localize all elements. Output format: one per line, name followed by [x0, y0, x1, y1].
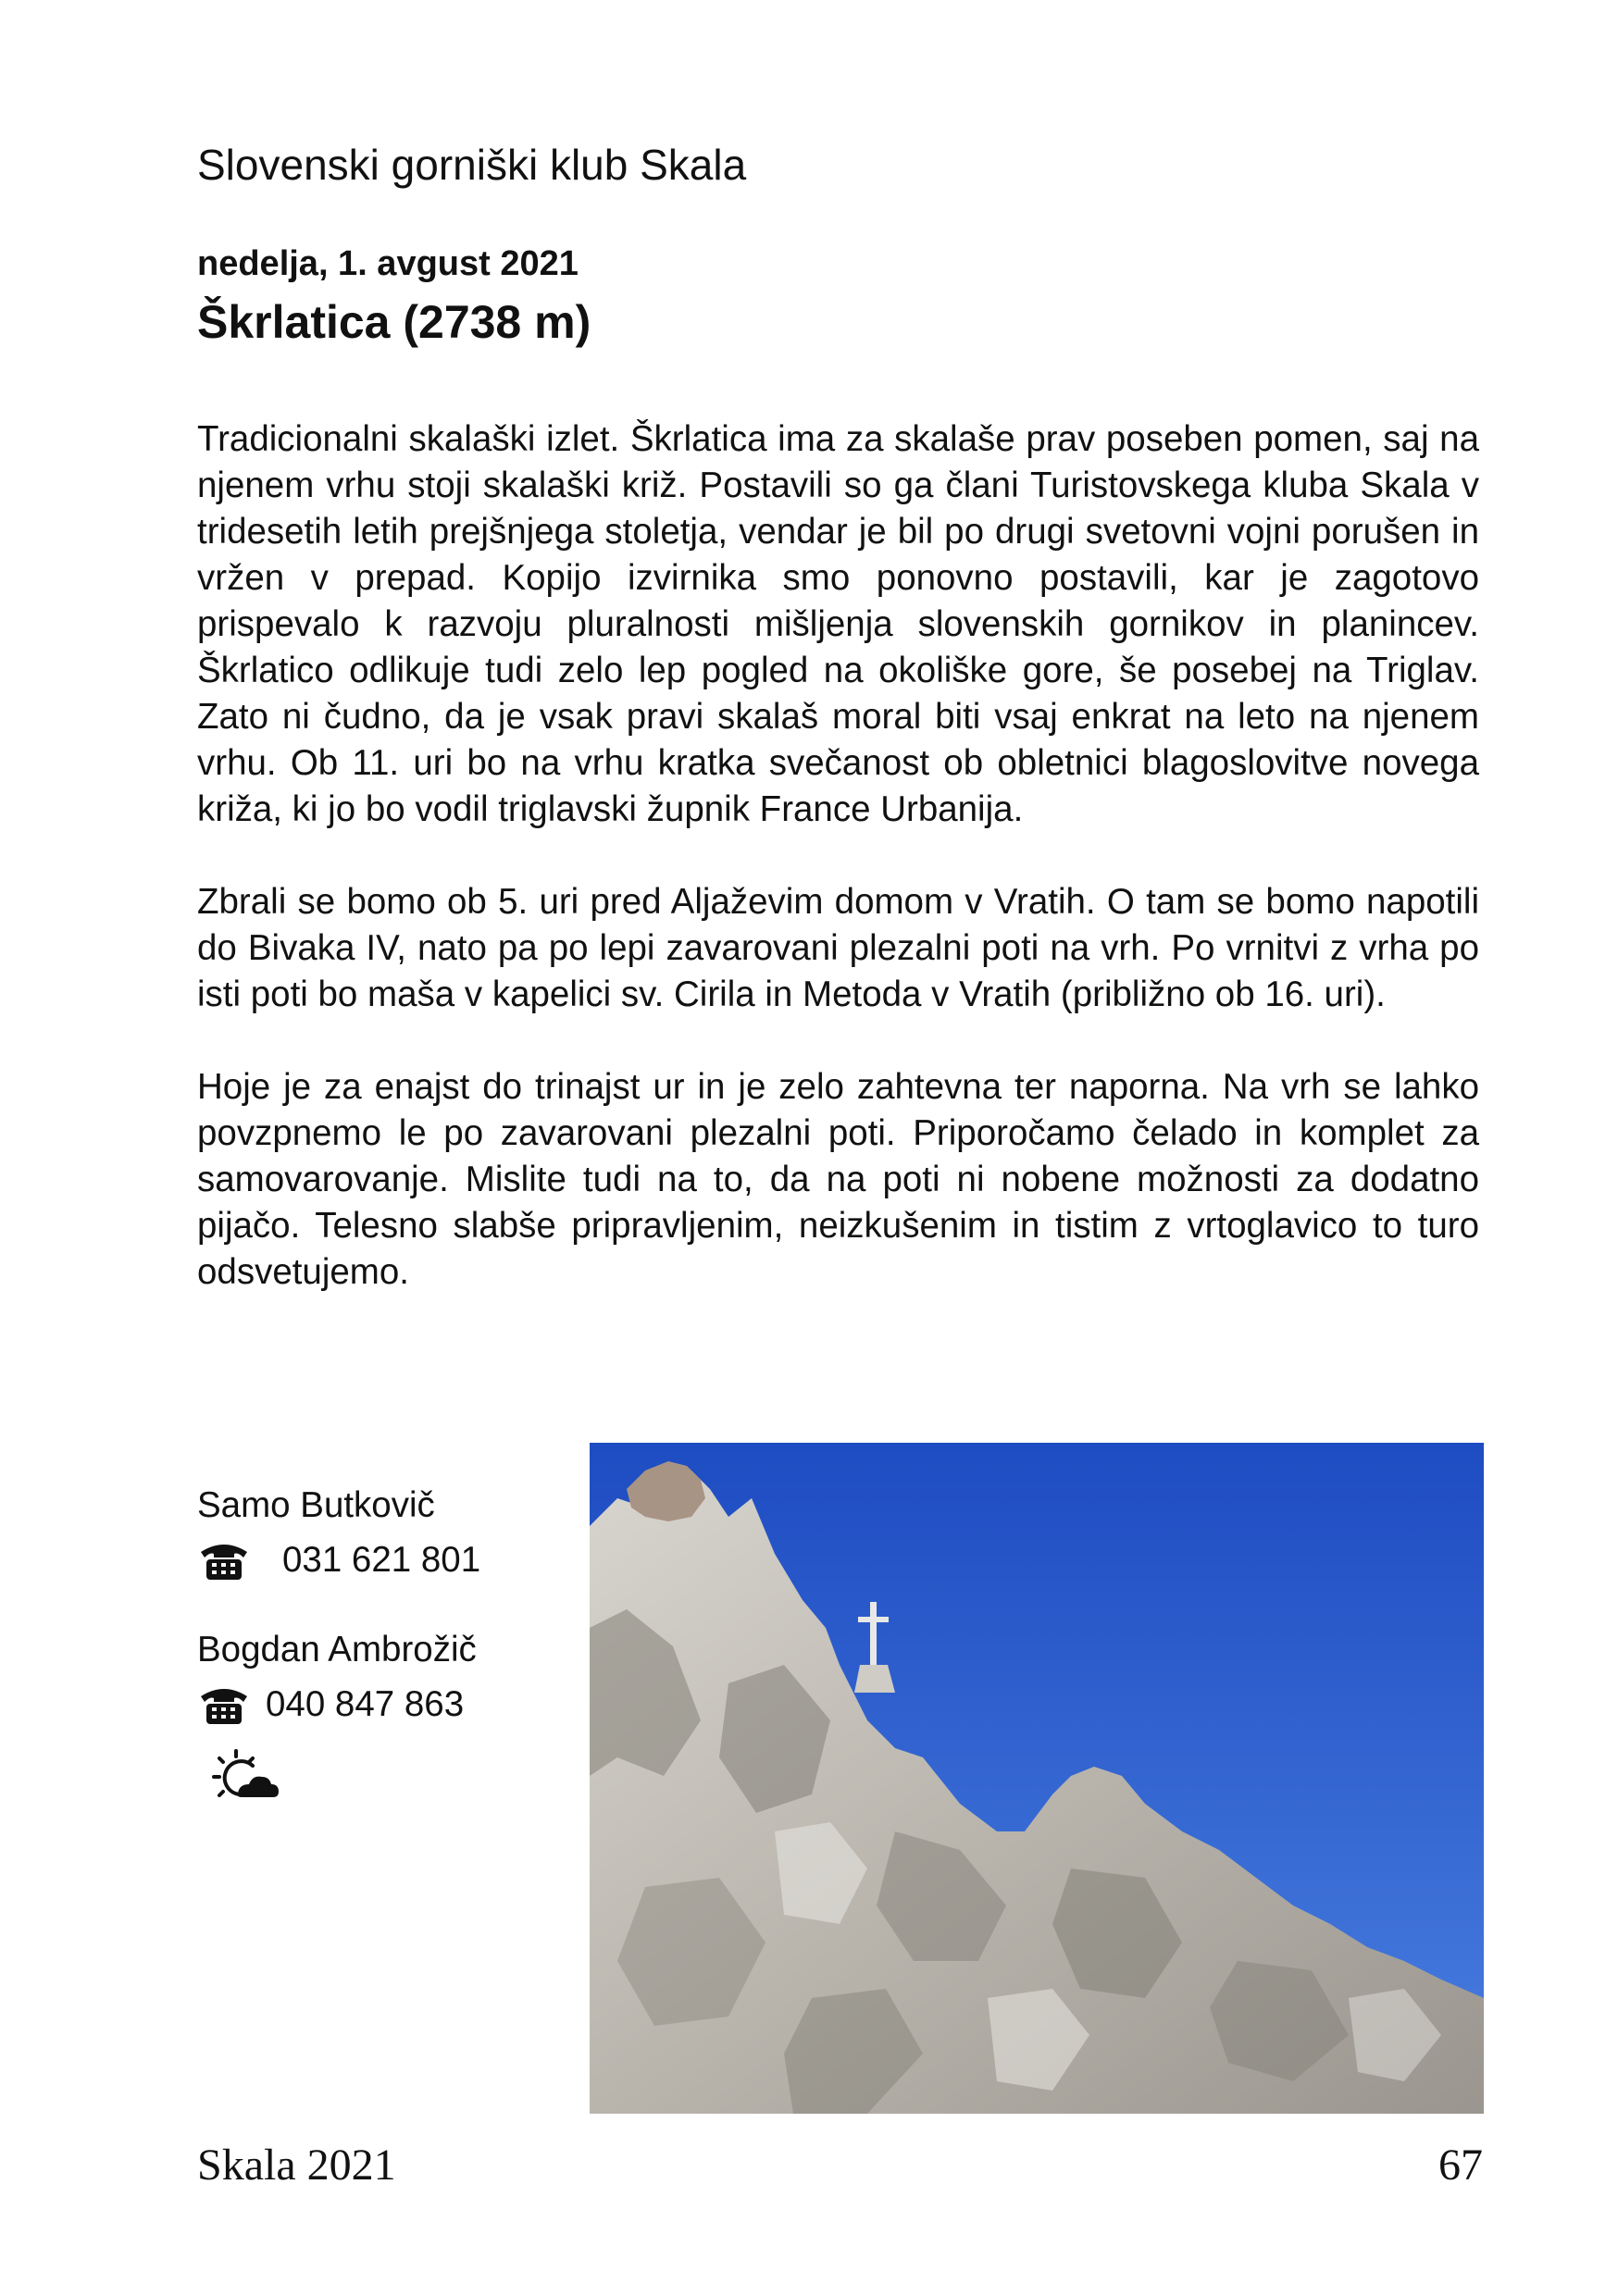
- club-name-header: Slovenski gorniški klub Skala: [197, 141, 747, 189]
- description-paragraph-2: Zbrali se bomo ob 5. uri pred Aljaževim domom v Vratih. O tam se bomo napotili do Bivaka IV, nato pa po lepi zavarovani plezalni poti na vrh. Po vrnitvi z vrha po isti poti bo maša v kapelici sv. Cirila in Metoda v Vratih (približno ob 16. uri).: [197, 882, 1479, 1014]
- contact-name-2: Bogdan Ambrožič: [197, 1630, 477, 1669]
- description-paragraph-1: Tradicionalni skalaški izlet. Škrlatica ima za skalaše prav poseben pomen, saj na njenem vrhu stoji skalaški križ. Postavili so ga člani Turistovskega kluba Skala v tridesetih letih prejšnjega stoletja, vendar je bil po drugi svetovni vojni porušen in vržen v prepad. Kopijo izvirnika smo ponovno postavili, kar je zagotovo prispevalo k razvoju pluralnosti mišljenja slovenskih gornikov in planincev. Škrlatico odlikuje tudi zelo lep pogled na okoliške gore, še posebej na Triglav. Zato ni čudno, da je vsak pravi skalaš moral biti vsaj enkrat na leto na njenem vrhu. Ob 11. uri bo na vrhu kratka svečanost ob obletnici blagoslovitve novega križa, ki jo bo vodil triglavski župnik France Urbanija.: [197, 419, 1479, 829]
- contact-phone-1: 031 621 801: [282, 1540, 481, 1580]
- description-paragraph-3: Hoje je za enajst do trinajst ur in je zelo zahtevna ter naporna. Na vrh se lahko povzpnemo le po zavarovani plezalni poti. Priporočamo čelado in komplet za samovarovanje. Mislite tudi na to, da na poti ni nobene možnosti za dodatno pijačo. Telesno slabše pripravljenim, neizkušenim in tistim z vrtoglavico to turo odsvetujemo.: [197, 1067, 1479, 1292]
- footer-page-number: 67: [1438, 2141, 1483, 2190]
- contact-list: [197, 1483, 586, 1817]
- event-description: [197, 416, 1479, 1342]
- contact-name-1: Samo Butkovič: [197, 1485, 435, 1525]
- event-date: nedelja, 1. avgust 2021: [197, 244, 579, 283]
- contact-phone-row-2: [197, 1673, 586, 1736]
- contact-phone-2: 040 847 863: [266, 1684, 465, 1724]
- telephone-icon: [197, 1539, 251, 1582]
- sun-cloud-icon: [210, 1747, 280, 1805]
- footer-publication: Skala 2021: [197, 2141, 396, 2190]
- telephone-icon: [197, 1683, 251, 1726]
- summit-with-cross-photo: [590, 1443, 1484, 2114]
- event-title: Škrlatica (2738 m): [197, 296, 591, 348]
- contact-phone-row-1: [197, 1529, 586, 1592]
